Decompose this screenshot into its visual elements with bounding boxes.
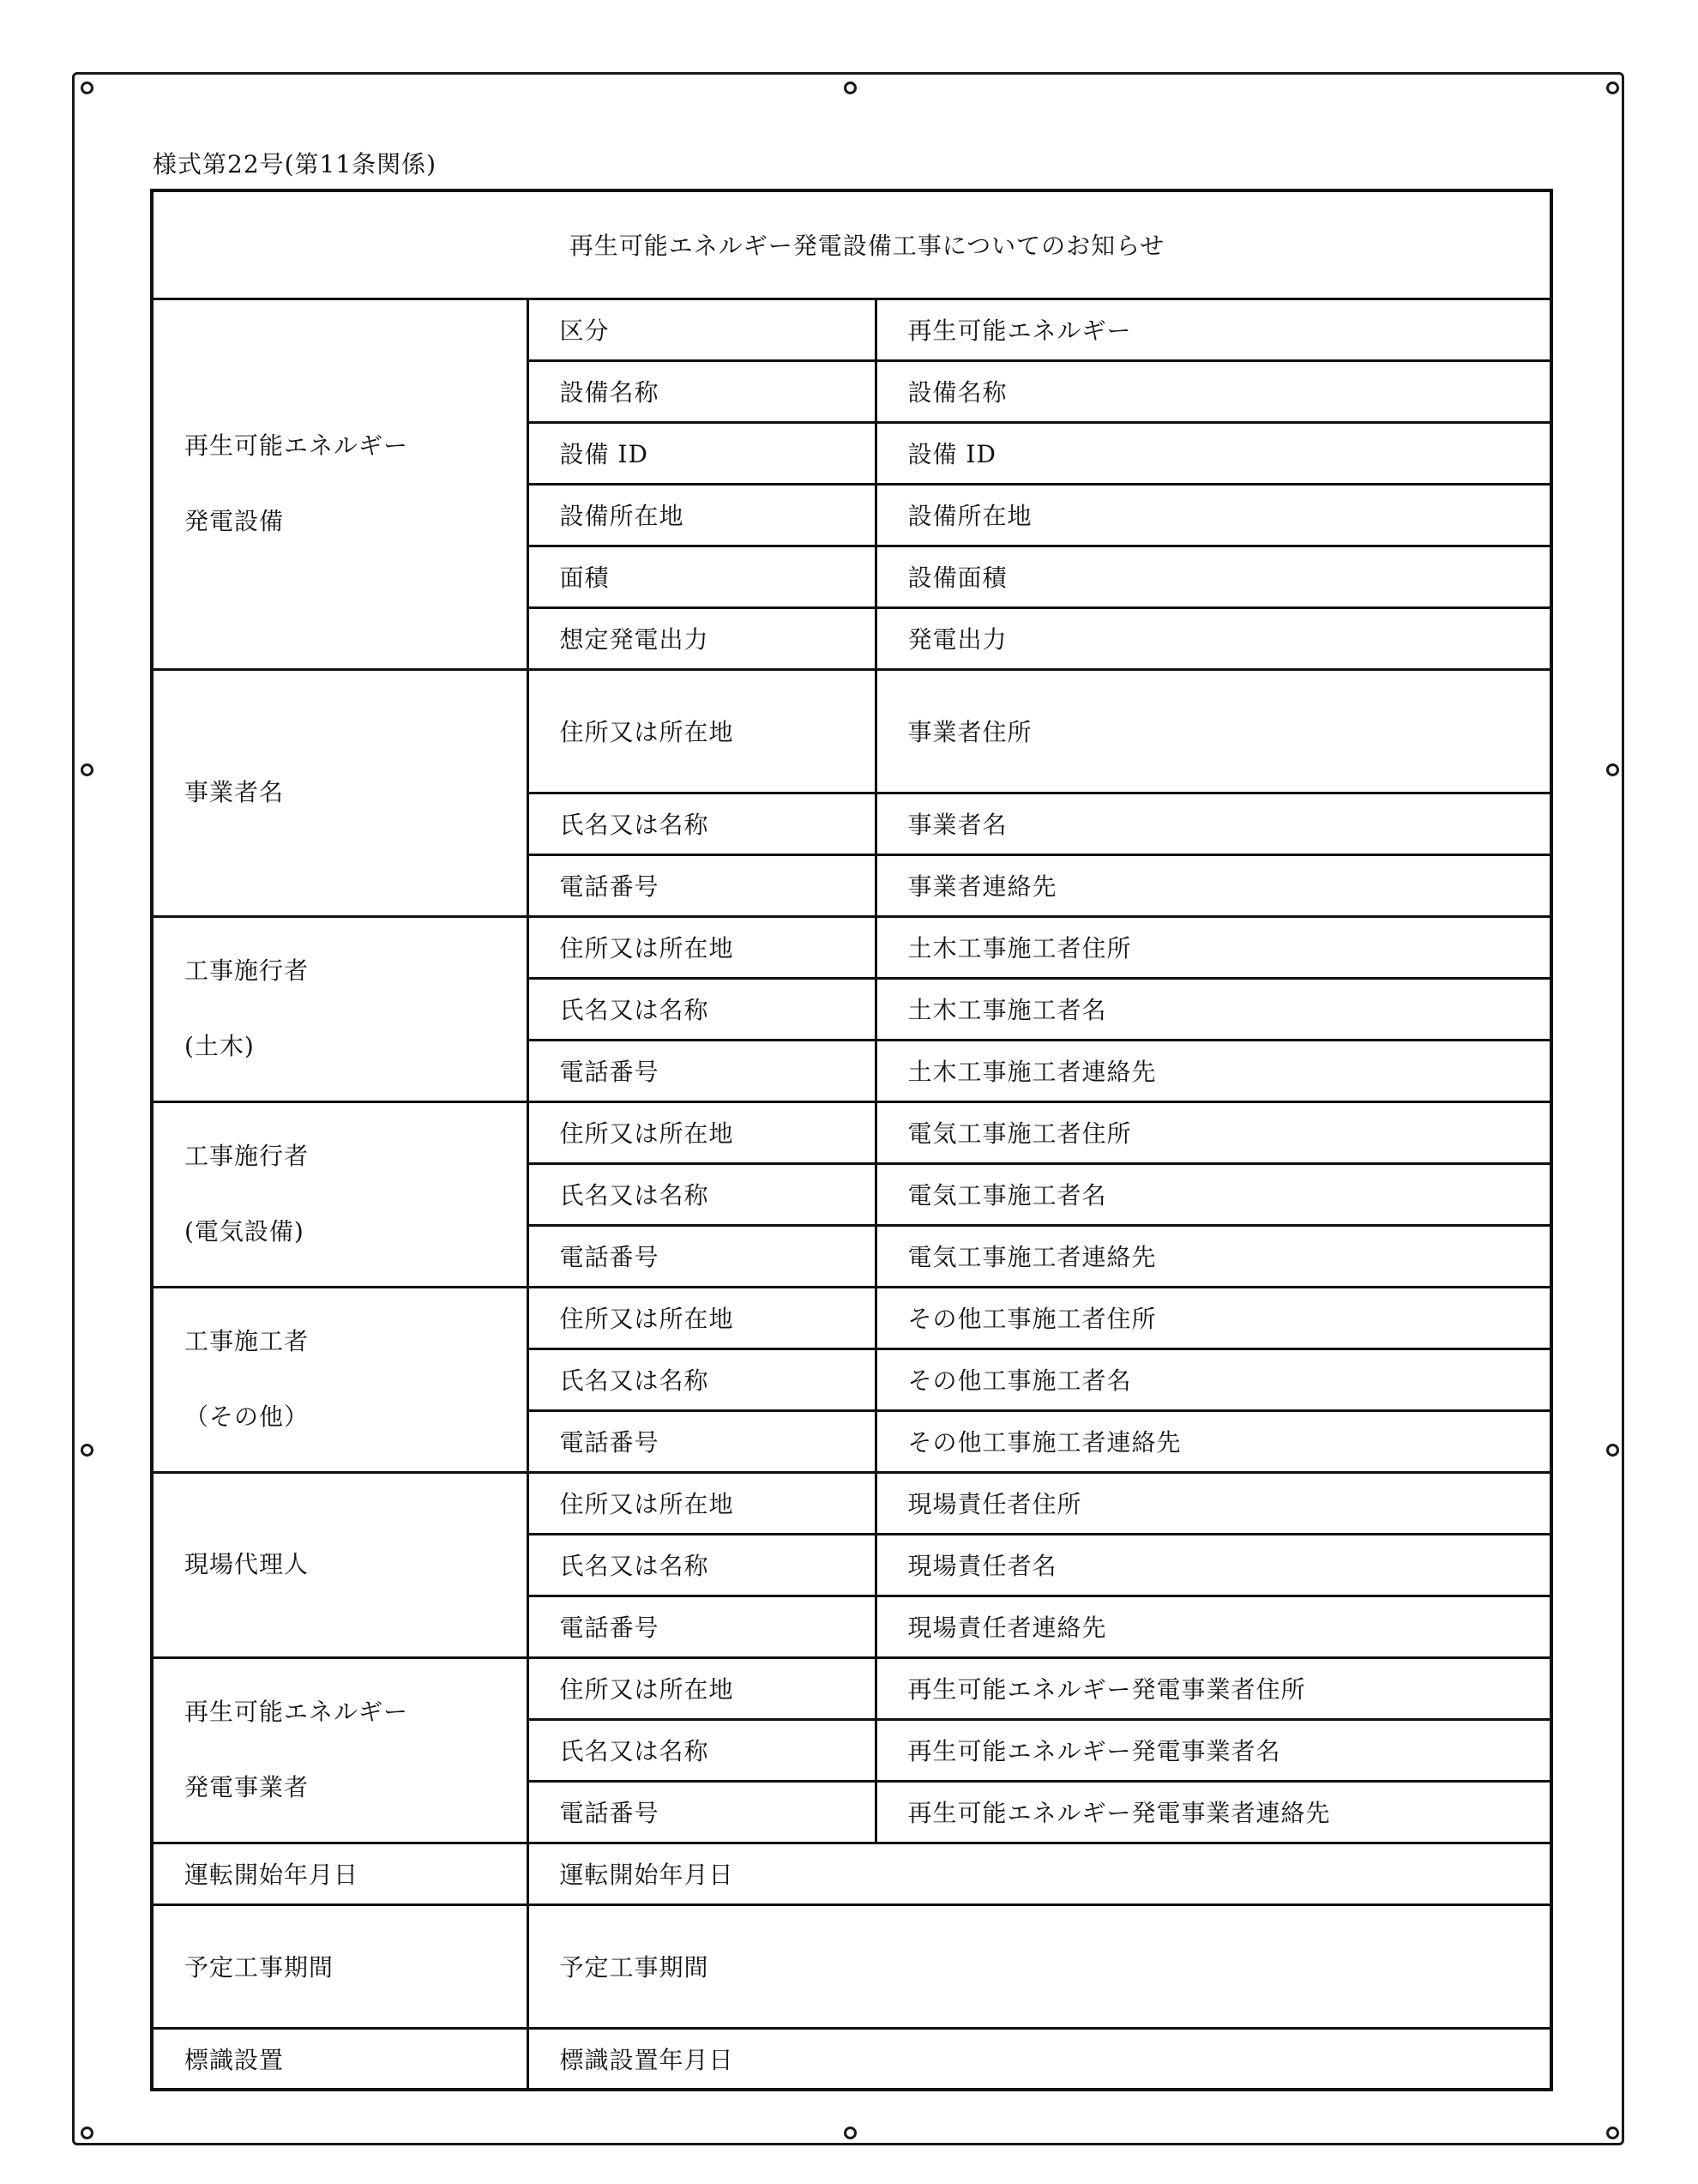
table-row: [152, 1843, 1551, 1904]
mounting-hole-icon: [81, 2127, 93, 2139]
table-row: [152, 669, 1551, 793]
field-label: 住所又は所在地: [527, 1472, 876, 1534]
form-number: 様式第22号(第11条関係): [153, 150, 437, 178]
field-label: 区分: [527, 299, 876, 360]
field-label: 電話番号: [527, 1781, 876, 1843]
field-value: 事業者連絡先: [876, 854, 1551, 916]
field-label: 設備所在地: [527, 484, 876, 546]
field-label: 設備 ID: [527, 422, 876, 484]
category-label: 工事施行者: [184, 1142, 310, 1170]
field-value: 再生可能エネルギー発電事業者住所: [876, 1657, 1551, 1719]
field-label: 住所又は所在地: [527, 1287, 876, 1348]
field-value: その他工事施工者名: [876, 1348, 1551, 1410]
field-label: 氏名又は名称: [527, 1534, 876, 1596]
category-label: 再生可能エネルギー: [184, 431, 409, 460]
field-value: 予定工事期間: [527, 1904, 1551, 2028]
field-value: 現場責任者住所: [876, 1472, 1551, 1534]
category-label: 現場代理人: [184, 1550, 310, 1578]
table-row: [152, 1472, 1551, 1534]
field-label: 設備名称: [527, 360, 876, 422]
field-value: 発電出力: [876, 607, 1551, 669]
field-value: 事業者名: [876, 793, 1551, 854]
table-row: [152, 916, 1551, 978]
category-cell: [152, 1657, 527, 1843]
notice-table-body: [152, 190, 1551, 2090]
field-value: 設備 ID: [876, 422, 1551, 484]
field-value: 再生可能エネルギー: [876, 299, 1551, 360]
field-label: 氏名又は名称: [527, 1348, 876, 1410]
field-label: 氏名又は名称: [527, 978, 876, 1040]
field-value: 再生可能エネルギー発電事業者連絡先: [876, 1781, 1551, 1843]
table-row: [152, 1287, 1551, 1348]
category-label: 工事施工者: [184, 1327, 310, 1355]
field-label: 電話番号: [527, 854, 876, 916]
field-label: 住所又は所在地: [527, 916, 876, 978]
field-value: 再生可能エネルギー発電事業者名: [876, 1719, 1551, 1781]
field-value: 電気工事施工者名: [876, 1163, 1551, 1225]
field-value: 運転開始年月日: [527, 1843, 1551, 1904]
table-row: [152, 1904, 1551, 2028]
mounting-hole-icon: [81, 763, 93, 776]
category-cell: [152, 1472, 527, 1657]
mounting-hole-icon: [844, 81, 857, 94]
category-cell: [152, 1287, 527, 1472]
field-value: 現場責任者名: [876, 1534, 1551, 1596]
field-label: 電話番号: [527, 1410, 876, 1472]
category-label: 再生可能エネルギー: [184, 1698, 409, 1726]
field-label: 面積: [527, 546, 876, 607]
mounting-hole-icon: [1606, 1444, 1619, 1457]
field-value: 土木工事施工者連絡先: [876, 1040, 1551, 1101]
table-row: [152, 299, 1551, 360]
field-label: 運転開始年月日: [152, 1843, 527, 1904]
field-label: 住所又は所在地: [527, 1101, 876, 1163]
mounting-hole-icon: [1606, 763, 1619, 776]
category-label: 工事施行者: [184, 956, 310, 985]
category-cell: [152, 299, 527, 669]
field-value: 現場責任者連絡先: [876, 1596, 1551, 1657]
notice-title: 再生可能エネルギー発電設備工事についてのお知らせ: [152, 190, 1551, 299]
mounting-hole-icon: [844, 2127, 857, 2139]
category-label: 発電設備: [184, 507, 285, 535]
field-label: 氏名又は名称: [527, 1163, 876, 1225]
field-value: 電気工事施工者住所: [876, 1101, 1551, 1163]
field-label: 電話番号: [527, 1225, 876, 1287]
field-value: 設備名称: [876, 360, 1551, 422]
mounting-hole-icon: [81, 81, 93, 94]
table-row: [152, 1101, 1551, 1163]
field-label: 氏名又は名称: [527, 1719, 876, 1781]
field-value: 土木工事施工者名: [876, 978, 1551, 1040]
field-value: その他工事施工者住所: [876, 1287, 1551, 1348]
category-label: 発電事業者: [184, 1773, 310, 1801]
field-value: 設備所在地: [876, 484, 1551, 546]
field-value: 土木工事施工者住所: [876, 916, 1551, 978]
mounting-hole-icon: [1606, 2127, 1619, 2139]
notice-table: [150, 189, 1553, 2091]
field-label: 予定工事期間: [152, 1904, 527, 2028]
field-label: 住所又は所在地: [527, 1657, 876, 1719]
field-value: 電気工事施工者連絡先: [876, 1225, 1551, 1287]
field-value: 設備面積: [876, 546, 1551, 607]
category-label: （その他）: [184, 1403, 310, 1431]
field-value: その他工事施工者連絡先: [876, 1410, 1551, 1472]
field-label: 氏名又は名称: [527, 793, 876, 854]
field-label: 住所又は所在地: [527, 669, 876, 793]
table-row: [152, 2028, 1551, 2090]
field-value: 事業者住所: [876, 669, 1551, 793]
field-label: 標識設置: [152, 2028, 527, 2090]
mounting-hole-icon: [81, 1444, 93, 1457]
category-cell: [152, 1101, 527, 1287]
category-cell: [152, 669, 527, 916]
category-label: (土木): [184, 1032, 255, 1060]
field-label: 電話番号: [527, 1596, 876, 1657]
category-cell: [152, 916, 527, 1101]
category-label: 事業者名: [184, 778, 285, 806]
category-label: (電気設備): [184, 1217, 304, 1246]
mounting-hole-icon: [1606, 81, 1619, 94]
table-row: [152, 1657, 1551, 1719]
field-value: 標識設置年月日: [527, 2028, 1551, 2090]
title-row: [152, 190, 1551, 299]
field-label: 電話番号: [527, 1040, 876, 1101]
field-label: 想定発電出力: [527, 607, 876, 669]
